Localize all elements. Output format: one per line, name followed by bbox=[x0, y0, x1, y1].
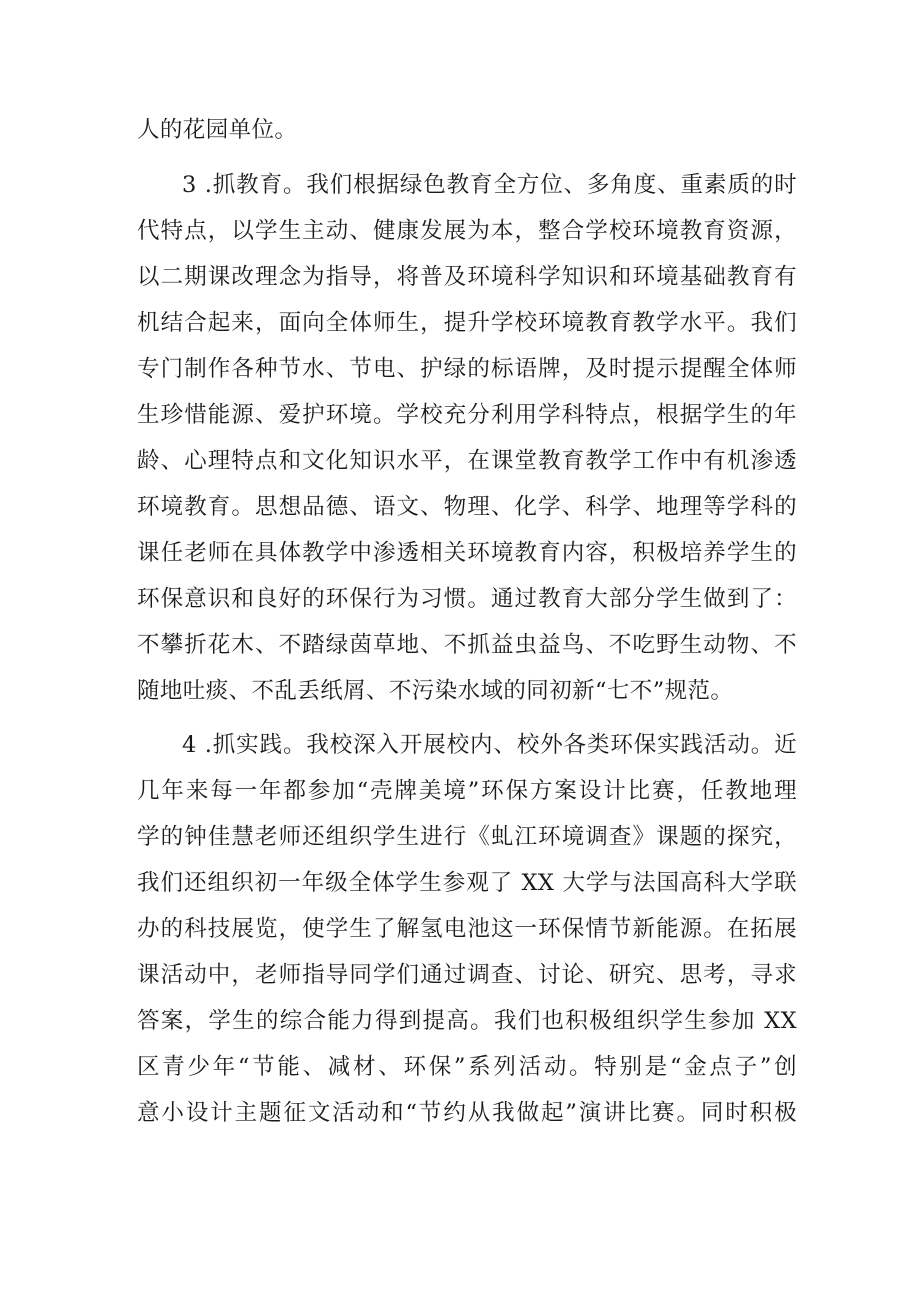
paragraph-3-line-6: 生珍惜能源、爱护环境。学校充分利用学科特点，根据学生的年 bbox=[137, 402, 797, 428]
paragraph-3-line-9: 课任老师在具体教学中渗透相关环境教育内容，积极培养学生的 bbox=[137, 540, 797, 566]
paragraph-4-line-8: 区青少年“节能、减材、环保”系列活动。特别是“金点子”创 bbox=[137, 1054, 797, 1080]
paragraph-4-line-4: 我们还组织初一年级全体学生参观了 XX 大学与法国高科大学联 bbox=[137, 870, 797, 896]
paragraph-4-line-9: 意小设计主题征文活动和“节约从我做起”演讲比赛。同时积极 bbox=[137, 1100, 797, 1126]
paragraph-3-line-5: 专门制作各种节水、节电、护绿的标语牌，及时提示提醒全体师 bbox=[137, 356, 797, 382]
paragraph-3-line-2: 代特点，以学生主动、健康发展为本，整合学校环境教育资源， bbox=[137, 218, 797, 244]
paragraph-3-line-11: 不攀折花木、不踏绿茵草地、不抓益虫益鸟、不吃野生动物、不 bbox=[137, 632, 797, 658]
paragraph-3-line-12: 随地吐痰、不乱丢纸屑、不污染水域的同初新“七不”规范。 bbox=[137, 678, 734, 704]
paragraph-3-line-10: 环保意识和良好的环保行为习惯。通过教育大部分学生做到了： bbox=[137, 586, 797, 612]
paragraph-3-line-7: 龄、心理特点和文化知识水平，在课堂教育教学工作中有机渗透 bbox=[137, 448, 797, 474]
paragraph-3-line-3: 以二期课改理念为指导，将普及环境科学知识和环境基础教育有 bbox=[137, 264, 797, 290]
paragraph-4-line-1: 4 .抓实践。我校深入开展校内、校外各类环保实践活动。近 bbox=[182, 732, 797, 758]
paragraph-3-line-8: 环境教育。思想品德、语文、物理、化学、科学、地理等学科的 bbox=[137, 494, 797, 520]
paragraph-4-line-7: 答案，学生的综合能力得到提高。我们也积极组织学生参加 XX bbox=[137, 1008, 797, 1034]
paragraph-4-line-6: 课活动中，老师指导同学们通过调查、讨论、研究、思考，寻求 bbox=[137, 962, 797, 988]
paragraph-4-line-3: 学的钟佳慧老师还组织学生进行《虬江环境调查》课题的探究， bbox=[137, 824, 797, 850]
paragraph-3-line-4: 机结合起来，面向全体师生，提升学校环境教育教学水平。我们 bbox=[137, 310, 797, 336]
paragraph-4-line-5: 办的科技展览，使学生了解氢电池这一环保情节新能源。在拓展 bbox=[137, 916, 797, 942]
text-line-1: 人的花园单位。 bbox=[137, 117, 298, 143]
paragraph-4-line-2: 几年来每一年都参加“壳牌美境”环保方案设计比赛，任教地理 bbox=[137, 778, 797, 804]
paragraph-3-line-1: 3 .抓教育。我们根据绿色教育全方位、多角度、重素质的时 bbox=[182, 172, 797, 198]
